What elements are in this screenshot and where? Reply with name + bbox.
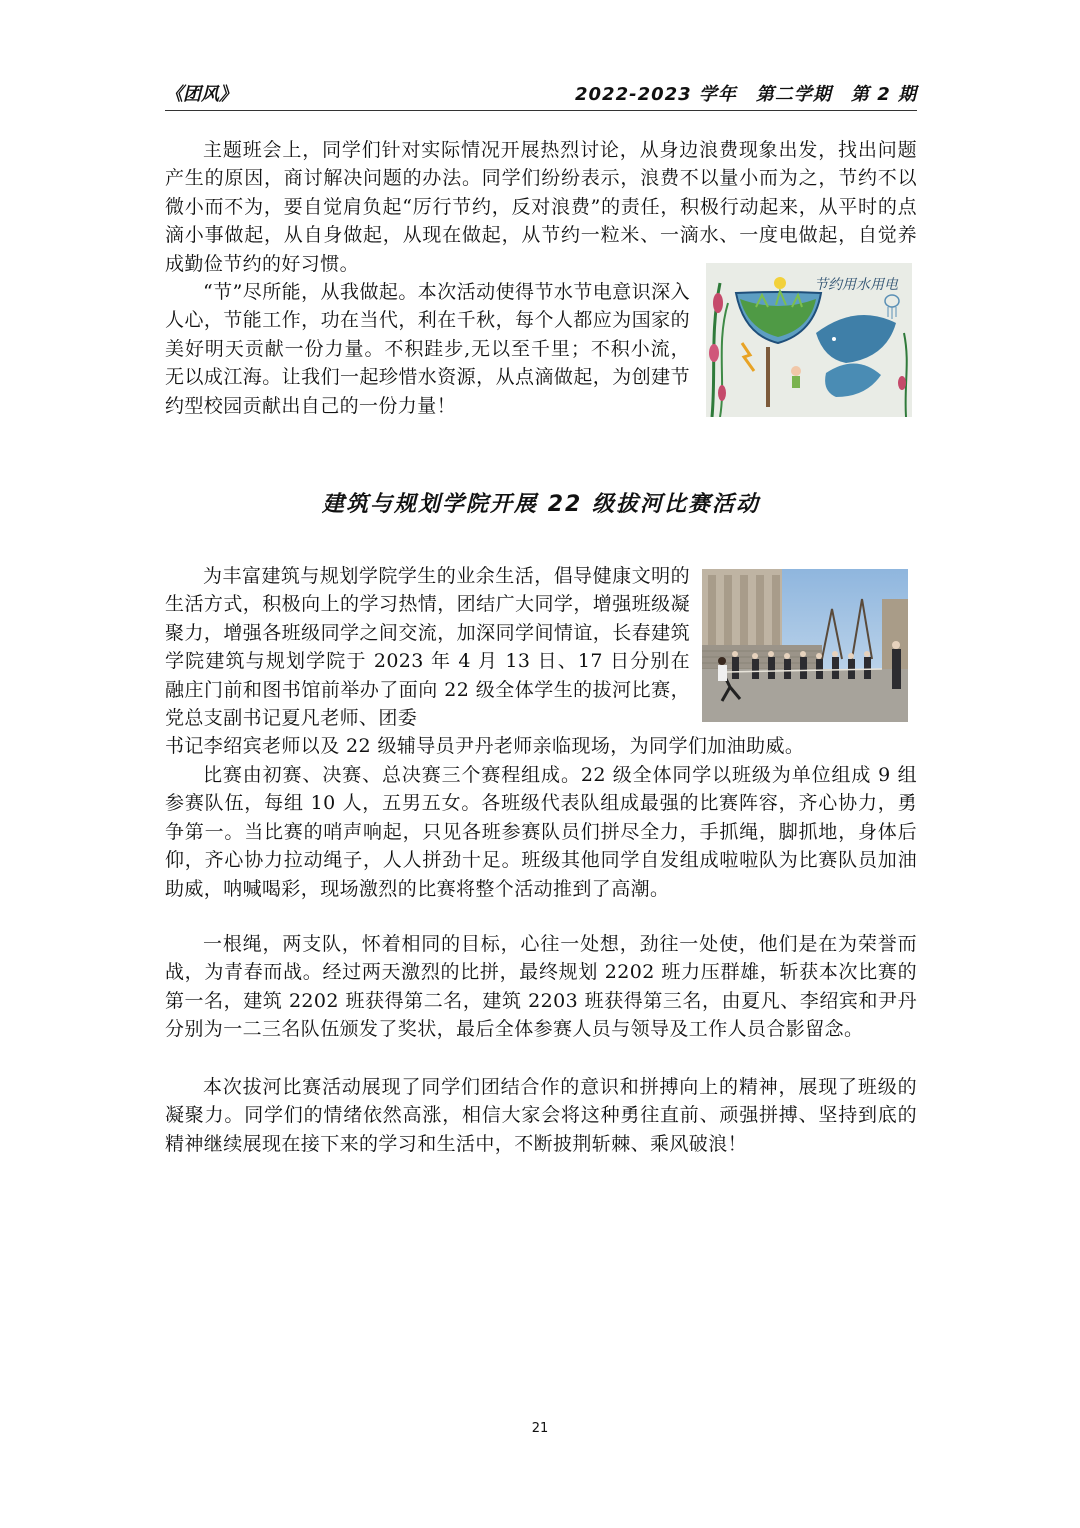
section2-title: 建筑与规划学院开展 22 级拔河比赛活动 [322, 492, 760, 517]
issue-info: 2022-2023 学年 第二学期 第 2 期 [575, 84, 917, 105]
poster-lettering: 节约用水用电 [814, 277, 898, 293]
section1-paragraph-2: “节”尽所能，从我做起。本次活动使得节水节电意识深入人心，节能工作，功在当代，利在千秋，每个人都应为国家的美好明天贡献一份力量。不积跬步,无以至千里；不积小流，无以成江海。让我们一起珍惜水资源，从点滴做起，为创建节约型校园贡献出自己的一份力量！ [165, 281, 690, 417]
section2-paragraph-4: 本次拔河比赛活动展现了同学们团结合作的意识和拼搏向上的精神，展现了班级的凝聚力。同学们的情绪依然高涨，相信大家会将这种勇往直前、顽强拼搏、坚持到底的精神继续展现在接下来的学习和生活中，不断披荆斩棘、乘风破浪！ [165, 1076, 917, 1155]
section1-paragraph-1: 主题班会上，同学们针对实际情况开展热烈讨论，从身边浪费现象出发，找出问题产生的原因，商讨解决问题的办法。同学们纷纷表示，浪费不以量小而为之，节约不以微小而不为，要自觉肩负起“厉行节约，反对浪费”的责任，积极行动起来，从平时的点滴小事做起，从自身做起，从现在做起，从节约一粒米、一滴水、一度电做起，自觉养成勤俭节约的好习惯。 [165, 139, 917, 275]
header-divider [165, 110, 917, 111]
tug-of-war-photo [702, 569, 908, 722]
section2-paragraph-2: 比赛由初赛、决赛、总决赛三个赛程组成。22 级全体同学以班级为单位组成 9 组参赛队伍，每组 10 人，五男五女。各班级代表队组成最强的比赛阵容，齐心协力，勇争第一。当比赛的哨声响起，只见各班参赛队员们拼尽全力，手抓绳，脚抓地，身体后仰，齐心协力拉动绳子，人人拼劲十足。班级其他同学自发组成啦啦队为比赛队员加油助威，呐喊喝彩，现场激烈的比赛将整个活动推到了高潮。 [165, 764, 917, 900]
section2-paragraph-1a: 为丰富建筑与规划学院学生的业余生活，倡导健康文明的生活方式，积极向上的学习热情，团结广大同学，增强班级凝聚力，增强各班级同学之间交流，加深同学间情谊，长春建筑学院建筑与规划学院于 2023 年 4 月 13 日、17 日分别在融庄门前和图书馆前举办了面向 22 级全体学生的拔河比赛，党总支副书记夏凡老师、团委 [165, 565, 690, 730]
page-number: 21 [531, 1421, 549, 1436]
section2-paragraph-3: 一根绳，两支队，怀着相同的目标，心往一处想，劲往一处使，他们是在为荣誉而战，为青春而战。经过两天激烈的比拼，最终规划 2202 班力压群雄，斩获本次比赛的第一名，建筑 2202 班获得第二名，建筑 2203 班获得第三名，由夏凡、李绍宾和尹丹分别为一二三名队伍颁发了奖状，最后全体参赛人员与领导及工作人员合影留念。 [165, 933, 917, 1041]
journal-name: 《团风》 [165, 84, 237, 105]
water-saving-poster-image [706, 263, 912, 417]
running-header [165, 78, 917, 108]
section2-paragraph-1b: 书记李绍宾老师以及 22 级辅导员尹丹老师亲临现场，为同学们加油助威。 [165, 735, 805, 757]
